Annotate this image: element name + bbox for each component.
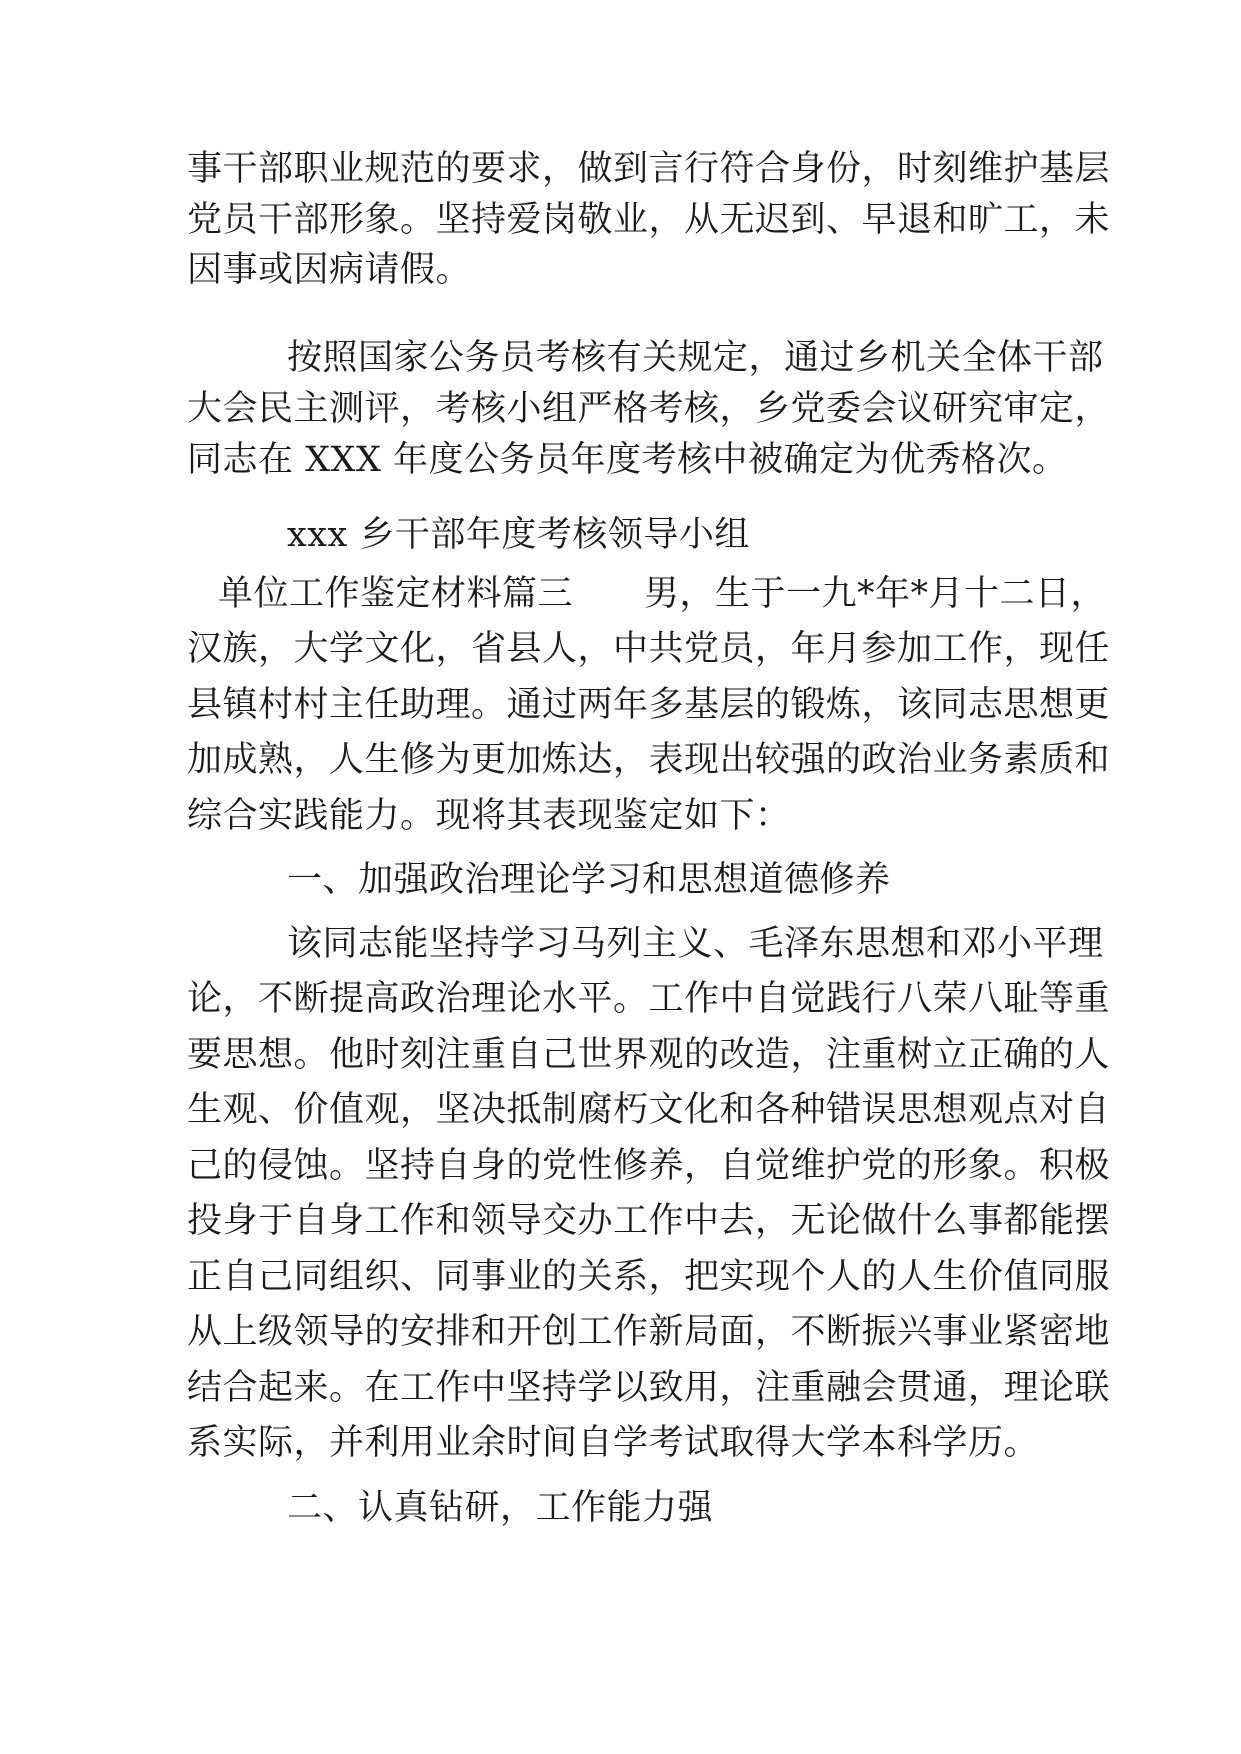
- text-line: 因事或因病请假。: [187, 250, 472, 290]
- section-heading: 二、认真钻研，工作能力强: [287, 1488, 714, 1528]
- section-heading: 一、加强政治理论学习和思想道德修养: [287, 860, 891, 900]
- text-line: 按照国家公务员考核有关规定，通过乡机关全体干部: [287, 338, 1104, 378]
- text-line: 综合实践能力。现将其表现鉴定如下：: [187, 796, 791, 836]
- text-line: 从上级领导的安排和开创工作新局面，不断振兴事业紧密地: [187, 1312, 1111, 1352]
- text-line: 党员干部形象。坚持爱岗敬业，从无迟到、早退和旷工，未: [187, 200, 1111, 240]
- text-line: 正自己同组织、同事业的关系，把实现个人的人生价值同服: [187, 1257, 1111, 1297]
- text-line: 论，不断提高政治理论水平。工作中自觉践行八荣八耻等重: [187, 979, 1111, 1019]
- text-line: 生观、价值观，坚决抵制腐朽文化和各种错误思想观点对自: [187, 1090, 1111, 1130]
- text-line: 投身于自身工作和领导交办工作中去，无论做什么事都能摆: [187, 1201, 1111, 1241]
- text-line: 县镇村村主任助理。通过两年多基层的锻炼，该同志思想更: [187, 685, 1111, 725]
- text-line: 要思想。他时刻注重自己世界观的改造，注重树立正确的人: [187, 1035, 1111, 1075]
- text-line: 大会民主测评，考核小组严格考核，乡党委会议研究审定，: [187, 389, 1111, 429]
- text-line: 单位工作鉴定材料篇三 男，生于一九*年*月十二日，: [218, 574, 1107, 614]
- text-line: 己的侵蚀。坚持自身的党性修养，自觉维护党的形象。积极: [187, 1146, 1111, 1186]
- signature-line: xxx 乡干部年度考核领导小组: [287, 515, 750, 555]
- text-line: 汉族，大学文化，省县人，中共党员，年月参加工作，现任: [187, 629, 1111, 669]
- text-line: 系实际，并利用业余时间自学考试取得大学本科学历。: [187, 1423, 1040, 1463]
- text-line: 加成熟，人生修为更加炼达，表现出较强的政治业务素质和: [187, 740, 1111, 780]
- text-line: 结合起来。在工作中坚持学以致用，注重融会贯通，理论联: [187, 1368, 1111, 1408]
- text-line: 同志在 XXX 年度公务员年度考核中被确定为优秀格次。: [187, 440, 1068, 480]
- text-line: 事干部职业规范的要求，做到言行符合身份，时刻维护基层: [187, 149, 1111, 189]
- text-line: 该同志能坚持学习马列主义、毛泽东思想和邓小平理: [287, 924, 1104, 964]
